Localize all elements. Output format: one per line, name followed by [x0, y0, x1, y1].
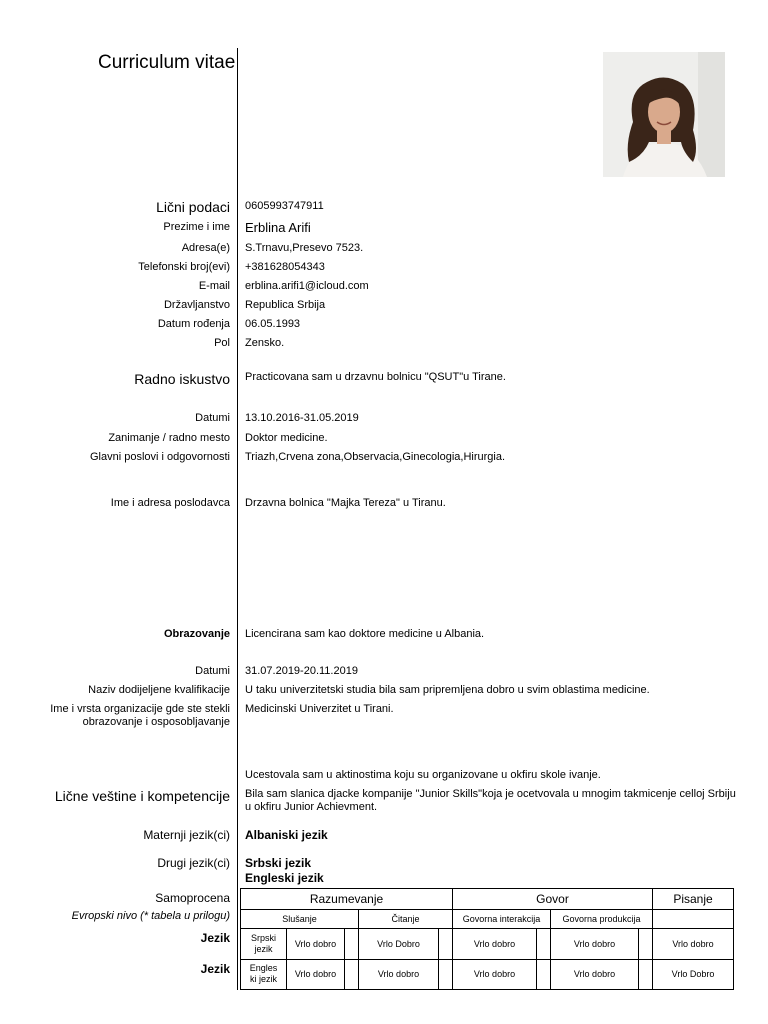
label-organization-line2: obrazovanje i osposobljavanje [82, 716, 230, 728]
value-address: S.Trnavu,Presevo 7523. [245, 242, 364, 254]
table-group-speaking: Govor [453, 889, 653, 910]
vertical-divider [237, 48, 238, 990]
table-cell-production: Vrlo dobro [551, 959, 639, 990]
section-education-heading: Obrazovanje [163, 628, 230, 640]
table-row-language [241, 959, 287, 990]
work-intro: Practicovana sam u drzavnu bolnicu "QSUT"u Tirane. [245, 371, 506, 383]
row-language-line2: jezik [254, 943, 273, 954]
value-gender: Zensko. [245, 337, 285, 349]
table-cell-listening: Vrlo dobro [287, 959, 345, 990]
label-name: Prezime i ime [163, 221, 230, 233]
label-language-row-2: Jezik [200, 962, 230, 976]
value-occupation: Doktor medicine. [245, 432, 328, 444]
value-responsibilities: Triazh,Crvena zona,Observacia,Ginecologia,Hirurgia. [245, 451, 506, 463]
label-responsibilities: Glavni poslovi i odgovornosti [89, 451, 230, 463]
value-work-dates: 13.10.2016-31.05.2019 [245, 412, 359, 424]
label-organization-line1: Ime i vrsta organizacije gde ste stekli [50, 703, 230, 715]
label-language-row-1: Jezik [200, 931, 230, 945]
table-cell-interaction: Vrlo dobro [453, 929, 537, 960]
table-cell-spacer [345, 929, 359, 960]
skills-line2: Bila sam slanica djacke kompanije "Junior Skills"koja je ocetvovala u mnogim takmicenje celloj Srbiju [245, 788, 736, 800]
value-citizenship: Republica Srbija [245, 299, 326, 311]
row-language-line1: Srpski [250, 932, 276, 943]
label-phone: Telefonski broj(evi) [138, 261, 230, 273]
table-cell-interaction: Vrlo dobro [453, 959, 537, 990]
label-email: E-mail [198, 280, 230, 292]
value-name: Erblina Arifi [245, 220, 311, 235]
section-skills-heading: Lične veštine i kompetencije [54, 788, 230, 804]
label-european-level: Evropski nivo (* tabela u prilogu) [71, 910, 230, 922]
label-other-languages: Drugi jezik(ci) [157, 856, 230, 870]
table-cell-listening: Vrlo dobro [287, 929, 345, 960]
table-cell-production: Vrlo dobro [551, 929, 639, 960]
table-sub-production: Govorna produkcija [551, 910, 653, 929]
table-sub-listening: Slušanje [241, 910, 359, 929]
value-other-language-2: Engleski jezik [245, 871, 324, 885]
value-mother-tongue: Albaniski jezik [245, 828, 328, 842]
table-group-writing: Pisanje [653, 889, 734, 910]
label-qualification: Naziv dodijeljene kvalifikacije [88, 684, 230, 696]
value-qualification: U taku univerzitetski studia bila sam pripremljena dobro u svim oblastima medicine. [245, 684, 650, 696]
table-cell-reading: Vrlo Dobro [359, 929, 439, 960]
label-self-assessment: Samoprocena [155, 891, 230, 905]
table-cell-spacer [639, 959, 653, 990]
label-mother-tongue: Maternji jezik(ci) [143, 828, 230, 842]
label-address: Adresa(e) [181, 242, 230, 254]
cv-title: Curriculum vitae [98, 52, 236, 73]
label-edu-dates: Datumi [195, 665, 230, 677]
table-cell-spacer [639, 929, 653, 960]
table-cell-spacer [537, 959, 551, 990]
label-birthdate: Datum rođenja [157, 318, 230, 330]
table-cell-writing: Vrlo Dobro [653, 959, 734, 990]
table-cell-spacer [439, 959, 453, 990]
table-cell-reading: Vrlo dobro [359, 959, 439, 990]
label-occupation: Zanimanje / radno mesto [108, 432, 230, 444]
value-phone: +381628054343 [245, 261, 325, 273]
table-cell-spacer [439, 929, 453, 960]
row-language-line1: Engles [249, 963, 278, 974]
label-work-dates: Datumi [195, 412, 230, 424]
table-sub-reading: Čitanje [359, 910, 453, 929]
label-citizenship: Državljanstvo [163, 299, 230, 311]
education-intro: Licencirana sam kao doktore medicine u Albania. [245, 628, 485, 640]
table-sub-writing-empty [653, 910, 734, 929]
label-employer: Ime i adresa poslodavca [110, 497, 230, 509]
value-email: erblina.arifi1@icloud.com [245, 280, 369, 292]
value-employer: Drzavna bolnica "Majka Tereza" u Tiranu. [245, 497, 446, 509]
skills-line3: u okfiru Junior Achievment. [245, 801, 378, 813]
section-work-heading: Radno iskustvo [134, 371, 230, 387]
label-gender: Pol [214, 337, 230, 349]
table-cell-writing: Vrlo dobro [653, 929, 734, 960]
section-personal-heading: Lični podaci [156, 199, 230, 215]
value-edu-dates: 31.07.2019-20.11.2019 [245, 665, 358, 677]
table-sub-interaction: Govorna interakcija [453, 910, 551, 929]
profile-photo [603, 52, 725, 177]
language-table [240, 888, 734, 990]
skills-line1: Ucestovala sam u aktinostima koju su organizovane u okfiru skole ivanje. [245, 769, 601, 781]
table-cell-spacer [537, 929, 551, 960]
value-organization: Medicinski Univerzitet u Tirani. [245, 703, 394, 715]
value-other-language-1: Srbski jezik [245, 856, 312, 870]
table-cell-spacer [345, 959, 359, 990]
value-birthdate: 06.05.1993 [245, 318, 301, 330]
personal-id-number: 0605993747911 [245, 200, 324, 212]
table-group-understanding: Razumevanje [241, 889, 453, 910]
table-row-language [241, 929, 287, 960]
row-language-line2: ki jezik [249, 974, 277, 985]
